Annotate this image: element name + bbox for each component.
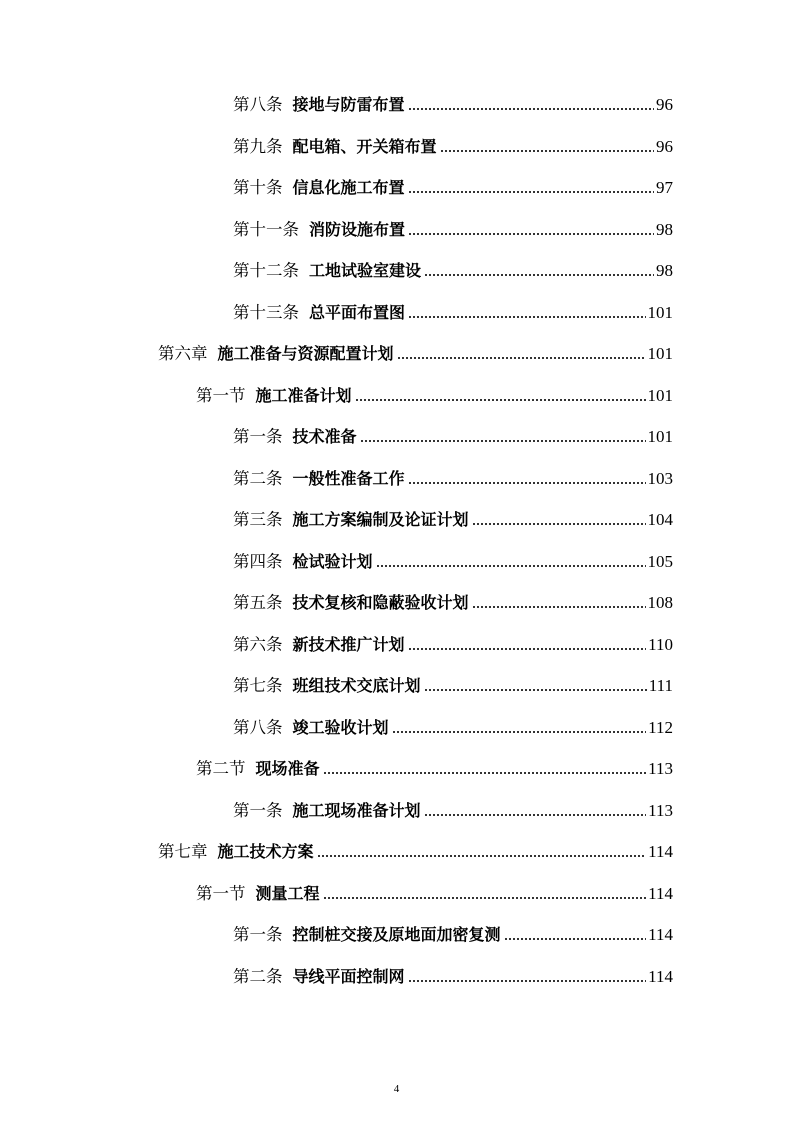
toc-entry-title: 新技术推广计划 <box>292 635 405 654</box>
toc-entry-page: 103 <box>647 469 673 488</box>
toc-entry-page: 101 <box>647 386 673 405</box>
toc-entry[interactable] <box>233 669 673 697</box>
toc-entry[interactable] <box>233 130 673 158</box>
toc-entry-number: 第一节 <box>196 884 246 903</box>
toc-entry-page: 96 <box>656 95 673 114</box>
toc-entry-title: 技术复核和隐蔽验收计划 <box>292 593 469 612</box>
toc-entry-title: 施工准备计划 <box>255 386 352 405</box>
dot-leader <box>440 150 654 152</box>
toc-entry-title: 施工技术方案 <box>217 842 314 861</box>
dot-leader <box>323 897 647 899</box>
toc-entry[interactable] <box>196 877 673 905</box>
toc-entry-page: 110 <box>648 635 673 654</box>
toc-entry-title: 一般性准备工作 <box>292 469 405 488</box>
toc-entry-page: 98 <box>656 220 673 239</box>
toc-entry-title: 竣工验收计划 <box>292 718 389 737</box>
toc-entry-number: 第二条 <box>233 967 283 986</box>
toc-entry-number: 第九条 <box>233 137 283 156</box>
toc-entry[interactable] <box>233 213 673 241</box>
toc-entry-number: 第十条 <box>233 178 283 197</box>
toc-entry-title: 消防设施布置 <box>309 220 406 239</box>
toc-entry[interactable] <box>233 918 673 946</box>
toc-entry[interactable] <box>158 337 673 365</box>
toc-entry-number: 第八条 <box>233 718 283 737</box>
toc-entry-title: 施工方案编制及论证计划 <box>292 510 469 529</box>
toc-entry[interactable] <box>233 628 673 656</box>
toc-entry-page: 97 <box>656 178 673 197</box>
dot-leader <box>408 648 647 650</box>
dot-leader <box>408 233 654 235</box>
toc-entry-title: 施工现场准备计划 <box>292 801 421 820</box>
toc-entry[interactable] <box>196 752 673 780</box>
toc-entry-title: 检试验计划 <box>292 552 373 571</box>
toc-entry[interactable] <box>233 503 673 531</box>
toc-entry-page: 113 <box>648 759 673 778</box>
toc-entry-number: 第六条 <box>233 635 283 654</box>
toc-entry-number: 第十二条 <box>233 261 299 280</box>
dot-leader <box>408 316 645 318</box>
toc-entry-page: 101 <box>647 303 673 322</box>
toc-entry-title: 技术准备 <box>292 427 357 446</box>
toc-entry[interactable] <box>233 545 673 573</box>
toc-entry-page: 111 <box>648 676 673 695</box>
toc-entry-number: 第十三条 <box>233 303 299 322</box>
toc-entry[interactable] <box>233 296 673 324</box>
toc-entry-page: 114 <box>648 842 673 861</box>
dot-leader <box>360 440 646 442</box>
toc-entry-page: 114 <box>648 967 673 986</box>
toc-entry[interactable] <box>233 462 673 490</box>
dot-leader <box>424 814 647 816</box>
toc-entry[interactable] <box>233 711 673 739</box>
dot-leader <box>376 565 646 567</box>
toc-entry-title: 现场准备 <box>255 759 320 778</box>
toc-entry-title: 班组技术交底计划 <box>292 676 421 695</box>
toc-entry-title: 总平面布置图 <box>309 303 406 322</box>
toc-entry-number: 第一节 <box>196 386 246 405</box>
dot-leader <box>392 731 647 733</box>
dot-leader <box>424 689 647 691</box>
dot-leader <box>355 399 646 401</box>
dot-leader <box>323 772 647 774</box>
toc-entry[interactable] <box>233 794 673 822</box>
dot-leader <box>424 274 654 276</box>
toc-entry[interactable] <box>233 420 673 448</box>
dot-leader <box>408 108 654 110</box>
toc-entry-page: 113 <box>648 801 673 820</box>
dot-leader <box>317 855 647 857</box>
toc-entry-page: 101 <box>647 344 673 363</box>
toc-entry-title: 施工准备与资源配置计划 <box>217 344 394 363</box>
toc-entry[interactable] <box>233 586 673 614</box>
toc-entry-title: 工地试验室建设 <box>309 261 422 280</box>
toc-entry[interactable] <box>233 171 673 199</box>
dot-leader <box>397 357 646 359</box>
toc-entry-number: 第一条 <box>233 925 283 944</box>
toc-entry-page: 105 <box>647 552 673 571</box>
toc-entry[interactable] <box>196 379 673 407</box>
dot-leader <box>408 191 654 193</box>
dot-leader <box>504 938 647 940</box>
toc-entry-title: 接地与防雷布置 <box>292 95 405 114</box>
toc-entry-number: 第一条 <box>233 427 283 446</box>
dot-leader <box>472 606 646 608</box>
toc-entry-title: 控制桩交接及原地面加密复测 <box>292 925 501 944</box>
toc-entry-number: 第七条 <box>233 676 283 695</box>
toc-entry[interactable] <box>233 960 673 988</box>
toc-entry[interactable] <box>233 254 673 282</box>
toc-entry-page: 98 <box>656 261 673 280</box>
toc-entry-number: 第二节 <box>196 759 246 778</box>
toc-entry-title: 测量工程 <box>255 884 320 903</box>
toc-entry-title: 配电箱、开关箱布置 <box>292 137 437 156</box>
page-number: 4 <box>393 1083 400 1095</box>
toc-entry[interactable] <box>158 835 673 863</box>
toc-entry-title: 信息化施工布置 <box>292 178 405 197</box>
dot-leader <box>472 523 646 525</box>
toc-entry[interactable] <box>233 88 673 116</box>
dot-leader <box>408 482 646 484</box>
toc-entry-page: 104 <box>647 510 673 529</box>
toc-entry-number: 第一条 <box>233 801 283 820</box>
toc-entry-number: 第七章 <box>158 842 208 861</box>
toc-entry-number: 第十一条 <box>233 220 299 239</box>
toc-entry-page: 112 <box>648 718 673 737</box>
toc-entry-title: 导线平面控制网 <box>292 967 405 986</box>
toc-entry-number: 第八条 <box>233 95 283 114</box>
toc-entry-number: 第四条 <box>233 552 283 571</box>
toc-entry-page: 114 <box>648 925 673 944</box>
dot-leader <box>408 980 647 982</box>
toc-entry-page: 114 <box>648 884 673 903</box>
toc-entry-page: 101 <box>647 427 673 446</box>
toc-entry-number: 第六章 <box>158 344 208 363</box>
toc-entry-number: 第二条 <box>233 469 283 488</box>
toc-entry-page: 96 <box>656 137 673 156</box>
toc-entry-page: 108 <box>647 593 673 612</box>
toc-entry-number: 第三条 <box>233 510 283 529</box>
toc-entry-number: 第五条 <box>233 593 283 612</box>
